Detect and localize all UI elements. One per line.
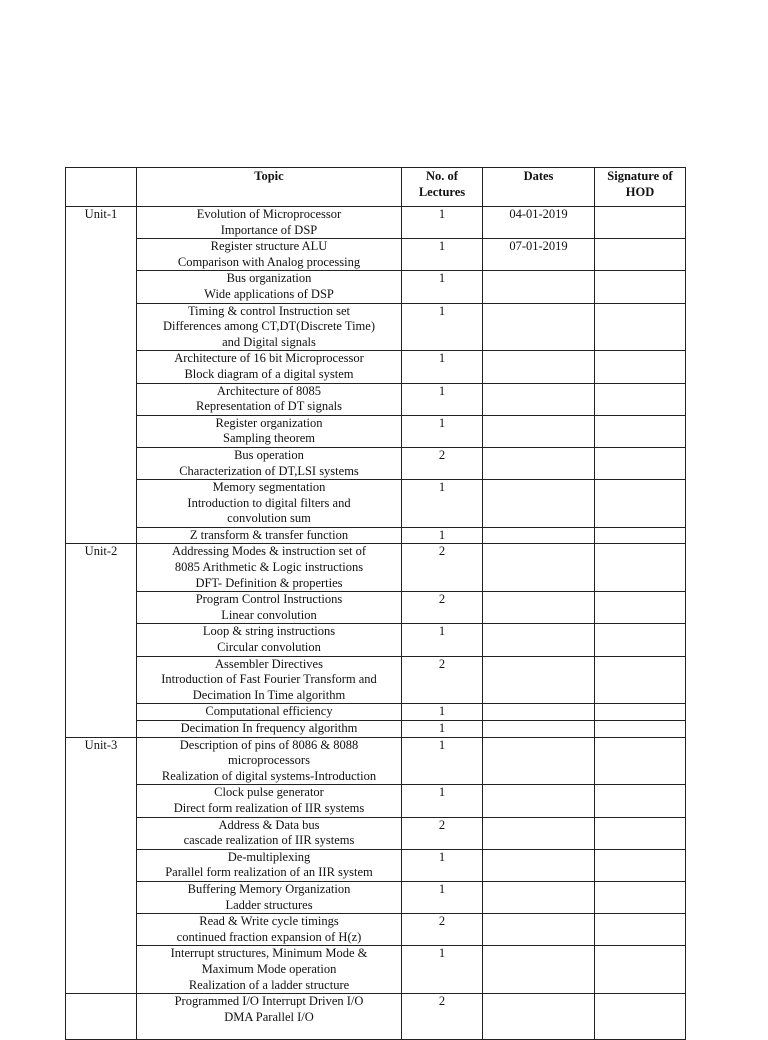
table-header-row	[66, 168, 686, 207]
topic-line: microprocessors	[228, 753, 310, 768]
signature-cell	[595, 239, 686, 271]
signature-cell	[595, 914, 686, 946]
topic-line: Architecture of 16 bit Microprocessor	[174, 351, 364, 366]
topic-line: Characterization of DT,LSI systems	[179, 463, 359, 478]
lectures-cell: 1	[402, 415, 483, 447]
lectures-cell: 1	[402, 624, 483, 656]
topic-line: Interrupt structures, Minimum Mode &	[170, 946, 368, 961]
lectures-cell: 1	[402, 383, 483, 415]
signature-cell	[595, 881, 686, 913]
topic-line: Bus operation	[234, 447, 304, 462]
signature-cell	[595, 303, 686, 351]
topic-line: Decimation In Time algorithm	[192, 687, 346, 702]
topic-line: Direct form realization of IIR systems	[173, 800, 365, 815]
topic-cell	[137, 881, 402, 913]
lectures-cell: 2	[402, 447, 483, 479]
topic-cell	[137, 994, 402, 1040]
table-row	[66, 415, 686, 447]
table-row	[66, 271, 686, 303]
table-body	[66, 207, 686, 1040]
topic-line: Computational efficiency	[205, 704, 333, 719]
table-row	[66, 946, 686, 994]
lectures-cell: 1	[402, 849, 483, 881]
topic-cell	[137, 480, 402, 528]
unit-label	[66, 994, 137, 1040]
lectures-cell: 1	[402, 737, 483, 785]
table-row	[66, 480, 686, 528]
table-row	[66, 881, 686, 913]
topic-line: Address & Data bus	[218, 817, 320, 832]
date-cell	[483, 849, 595, 881]
signature-cell	[595, 946, 686, 994]
date-cell	[483, 383, 595, 415]
signature-cell	[595, 849, 686, 881]
date-cell	[483, 527, 595, 544]
topic-line: Register organization	[215, 415, 323, 430]
table-row	[66, 721, 686, 738]
topic-line: Addressing Modes & instruction set of	[171, 544, 367, 559]
date-cell	[483, 351, 595, 383]
topic-line: cascade realization of IIR systems	[183, 833, 355, 848]
table-row	[66, 527, 686, 544]
unit-label: Unit-1	[66, 207, 137, 544]
date-cell	[483, 946, 595, 994]
signature-cell	[595, 592, 686, 624]
lectures-cell: 2	[402, 817, 483, 849]
topic-line: Loop & string instructions	[202, 624, 336, 639]
topic-line: Assembler Directives	[215, 656, 323, 671]
lectures-cell: 1	[402, 946, 483, 994]
topic-line: Architecture of 8085	[216, 383, 322, 398]
topic-line: Clock pulse generator	[214, 785, 324, 800]
topic-cell	[137, 624, 402, 656]
topic-cell	[137, 914, 402, 946]
topic-cell	[137, 447, 402, 479]
date-cell	[483, 817, 595, 849]
topic-line: Evolution of Microprocessor	[196, 207, 342, 221]
signature-cell	[595, 527, 686, 544]
topic-cell	[137, 383, 402, 415]
header-topic: Topic	[137, 168, 402, 207]
table-row	[66, 544, 686, 592]
header-signature: Signature of HOD	[595, 168, 686, 207]
topic-line: Timing & control Instruction set	[187, 303, 351, 318]
lectures-cell: 1	[402, 480, 483, 528]
signature-cell	[595, 994, 686, 1040]
topic-line: Wide applications of DSP	[204, 286, 334, 301]
unit-label: Unit-3	[66, 737, 137, 994]
table-row	[66, 239, 686, 271]
lectures-cell: 2	[402, 544, 483, 592]
topic-line: Differences among CT,DT(Discrete Time)	[163, 319, 375, 334]
lecture-plan-table	[65, 167, 686, 1040]
table-row	[66, 624, 686, 656]
topic-line: Register structure ALU	[210, 239, 328, 254]
date-cell: 04-01-2019	[483, 207, 595, 239]
topic-line: 8085 Arithmetic & Logic instructions	[174, 560, 364, 575]
topic-line: Memory segmentation	[212, 480, 326, 495]
table-row	[66, 704, 686, 721]
topic-cell	[137, 544, 402, 592]
signature-cell	[595, 415, 686, 447]
table-row	[66, 207, 686, 239]
topic-line: DFT- Definition & properties	[195, 575, 343, 590]
topic-line: and Digital signals	[222, 334, 316, 349]
topic-line: Buffering Memory Organization	[187, 881, 351, 896]
table-row	[66, 656, 686, 704]
signature-cell	[595, 544, 686, 592]
topic-line: Circular convolution	[217, 640, 321, 655]
table-row	[66, 785, 686, 817]
unit-label: Unit-2	[66, 544, 137, 737]
table-row	[66, 914, 686, 946]
topic-cell	[137, 239, 402, 271]
lectures-cell: 1	[402, 271, 483, 303]
date-cell	[483, 881, 595, 913]
topic-line: Bus organization	[226, 271, 312, 286]
table-row	[66, 303, 686, 351]
topic-line: continued fraction expansion of H(z)	[176, 929, 362, 944]
topic-cell	[137, 415, 402, 447]
date-cell	[483, 480, 595, 528]
topic-line: Sampling theorem	[223, 431, 315, 446]
date-cell	[483, 704, 595, 721]
lectures-cell: 1	[402, 239, 483, 271]
table-row	[66, 592, 686, 624]
table-row	[66, 383, 686, 415]
topic-line: Realization of digital systems-Introduction	[161, 768, 377, 783]
header-dates: Dates	[483, 168, 595, 207]
lectures-cell: 1	[402, 704, 483, 721]
signature-cell	[595, 721, 686, 738]
topic-cell	[137, 704, 402, 721]
topic-line: Introduction to digital filters and	[187, 495, 351, 510]
topic-cell	[137, 592, 402, 624]
topic-cell	[137, 721, 402, 738]
topic-cell	[137, 303, 402, 351]
date-cell	[483, 785, 595, 817]
table-row	[66, 447, 686, 479]
date-cell: 07-01-2019	[483, 239, 595, 271]
date-cell	[483, 994, 595, 1040]
topic-cell	[137, 785, 402, 817]
topic-cell	[137, 737, 402, 785]
topic-line: Maximum Mode operation	[201, 961, 337, 976]
topic-cell	[137, 817, 402, 849]
topic-line: Representation of DT signals	[196, 399, 342, 414]
header-lectures: No. of Lectures	[402, 168, 483, 207]
lectures-cell: 1	[402, 721, 483, 738]
table-row	[66, 737, 686, 785]
topic-line: Programmed I/O Interrupt Driven I/O	[174, 994, 364, 1009]
signature-cell	[595, 656, 686, 704]
signature-cell	[595, 817, 686, 849]
lectures-cell: 1	[402, 207, 483, 239]
date-cell	[483, 415, 595, 447]
topic-line: DMA Parallel I/O	[224, 1009, 314, 1024]
topic-cell	[137, 351, 402, 383]
lectures-cell: 2	[402, 656, 483, 704]
topic-cell	[137, 849, 402, 881]
table-row	[66, 351, 686, 383]
date-cell	[483, 721, 595, 738]
topic-line: Parallel form realization of an IIR system	[165, 865, 373, 880]
date-cell	[483, 271, 595, 303]
lectures-cell: 1	[402, 351, 483, 383]
date-cell	[483, 914, 595, 946]
lectures-cell: 2	[402, 994, 483, 1040]
topic-line: Linear convolution	[221, 607, 317, 622]
topic-line: De-multiplexing	[227, 849, 311, 864]
signature-cell	[595, 624, 686, 656]
topic-line: convolution sum	[227, 511, 311, 526]
topic-line: Decimation In frequency algorithm	[180, 721, 358, 735]
date-cell	[483, 656, 595, 704]
signature-cell	[595, 271, 686, 303]
date-cell	[483, 447, 595, 479]
topic-line: Description of pins of 8086 & 8088	[179, 737, 359, 752]
table-row	[66, 849, 686, 881]
date-cell	[483, 624, 595, 656]
topic-cell	[137, 207, 402, 239]
topic-cell	[137, 946, 402, 994]
signature-cell	[595, 383, 686, 415]
date-cell	[483, 544, 595, 592]
signature-cell	[595, 351, 686, 383]
lectures-cell: 2	[402, 914, 483, 946]
signature-cell	[595, 737, 686, 785]
signature-cell	[595, 704, 686, 721]
signature-cell	[595, 480, 686, 528]
table-row	[66, 994, 686, 1040]
header-unit	[66, 168, 137, 207]
lectures-cell: 1	[402, 303, 483, 351]
lectures-cell: 1	[402, 527, 483, 544]
topic-cell	[137, 527, 402, 544]
topic-line: Realization of a ladder structure	[188, 977, 350, 992]
topic-line: Importance of DSP	[220, 222, 318, 237]
lectures-cell: 1	[402, 881, 483, 913]
topic-line: Program Control Instructions	[195, 592, 343, 607]
signature-cell	[595, 207, 686, 239]
lectures-cell: 2	[402, 592, 483, 624]
topic-line: Comparison with Analog processing	[177, 254, 361, 269]
lectures-cell: 1	[402, 785, 483, 817]
table-row	[66, 817, 686, 849]
date-cell	[483, 303, 595, 351]
topic-cell	[137, 656, 402, 704]
date-cell	[483, 592, 595, 624]
topic-line: Introduction of Fast Fourier Transform and	[161, 672, 377, 687]
topic-cell	[137, 271, 402, 303]
signature-cell	[595, 785, 686, 817]
topic-line: Z transform & transfer function	[189, 527, 349, 542]
topic-line: Block diagram of a digital system	[184, 366, 354, 381]
topic-line: Read & Write cycle timings	[199, 914, 339, 929]
signature-cell	[595, 447, 686, 479]
date-cell	[483, 737, 595, 785]
topic-line: Ladder structures	[225, 897, 313, 912]
